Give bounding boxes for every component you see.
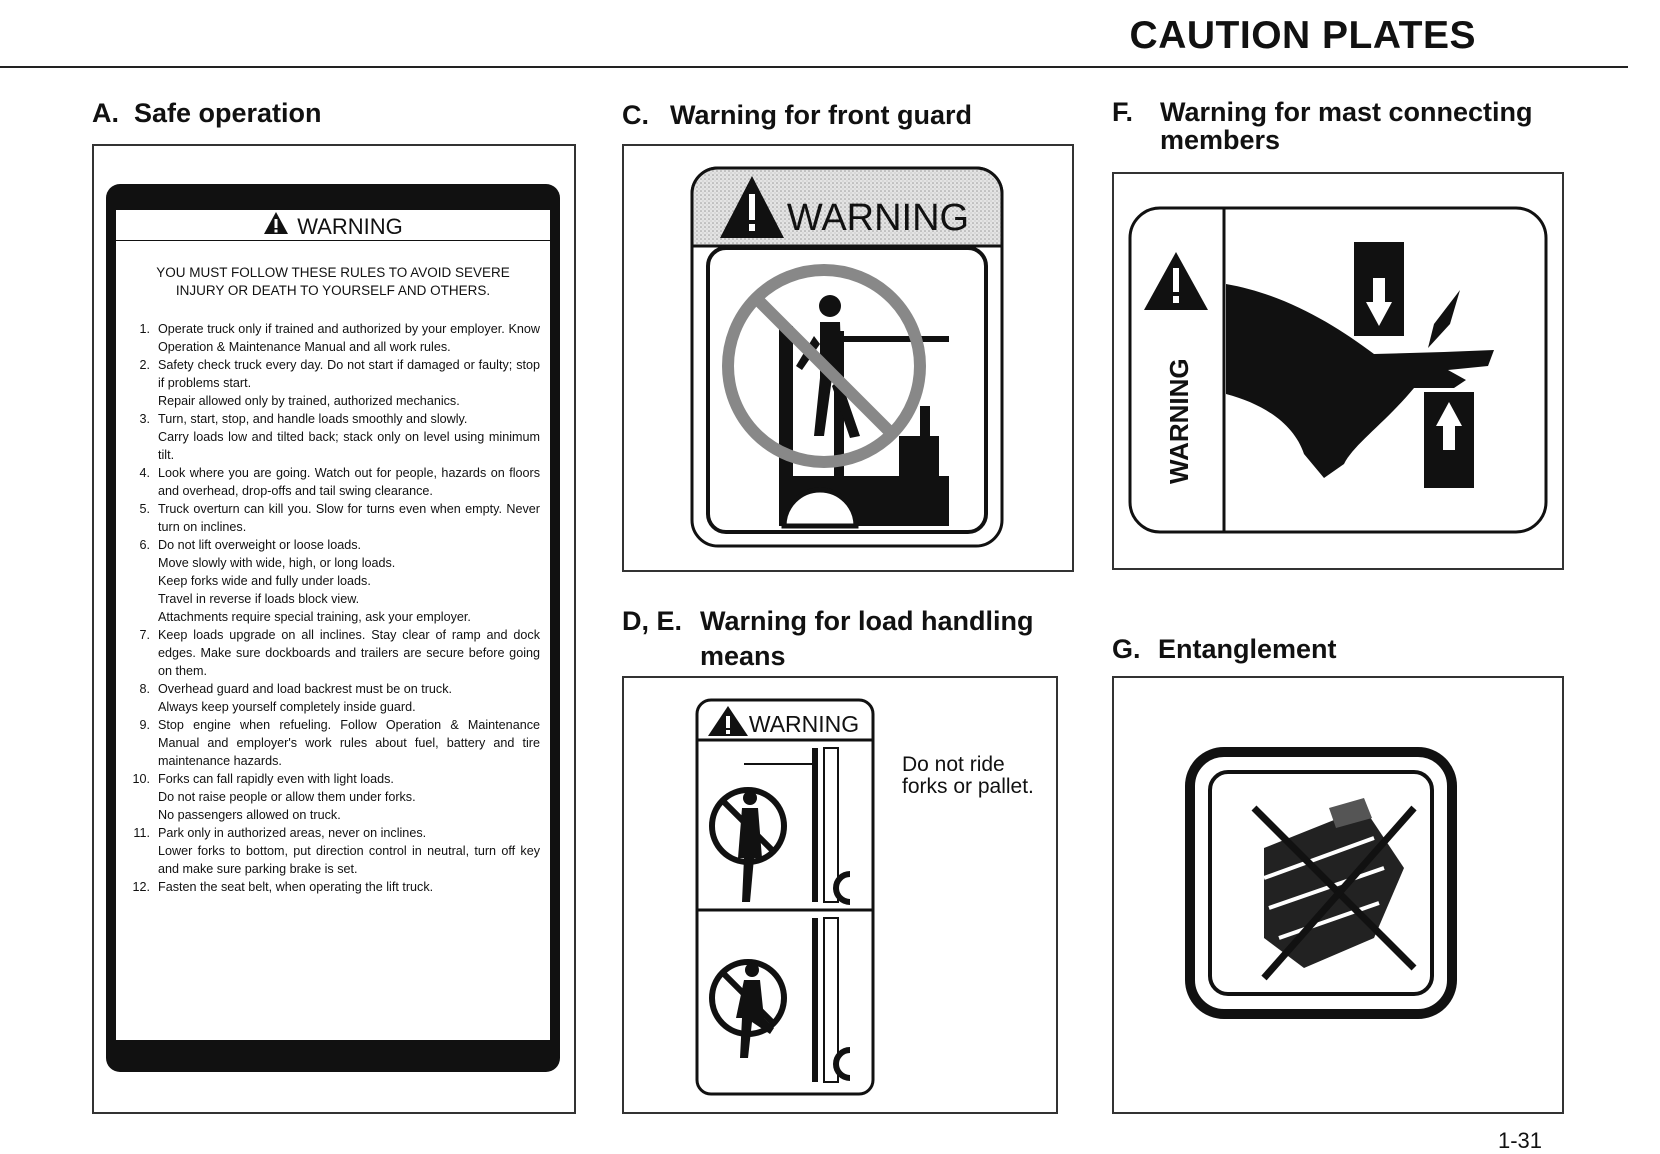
plate-de-caption xyxy=(902,754,1034,798)
rule-line: Keep loads upgrade on all inclines. Stay clear of ramp and dock edges. Make sure dockboards and trailers are secure before going on them. xyxy=(158,628,540,678)
rule-item xyxy=(128,320,540,356)
page-title: CAUTION PLATES xyxy=(1129,14,1476,57)
rule-number: 10. xyxy=(132,772,150,786)
plate-a-safe-operation xyxy=(92,144,576,1114)
rule-number: 6. xyxy=(139,538,150,552)
rule-item xyxy=(128,500,540,536)
rule-item xyxy=(128,770,540,824)
rule-number: 5. xyxy=(139,502,150,516)
section-de-heading xyxy=(622,606,1033,672)
section-letter: F. xyxy=(1112,97,1134,127)
rule-line: Fasten the seat belt, when operating the lift truck. xyxy=(158,880,434,894)
load-handling-pictogram xyxy=(624,678,1056,1112)
intro-line: INJURY OR DEATH TO YOURSELF AND OTHERS. xyxy=(175,283,491,298)
warning-label-body xyxy=(116,210,550,1040)
page-number: 1-31 xyxy=(1498,1128,1543,1153)
caption-line: forks or pallet. xyxy=(902,775,1034,798)
section-title: Warning for front guard xyxy=(670,100,972,130)
section-c-heading xyxy=(622,100,972,131)
rule-text xyxy=(158,356,540,410)
plate-g-entanglement xyxy=(1112,676,1564,1114)
section-title: Safe operation xyxy=(134,98,322,128)
rule-text xyxy=(158,716,540,770)
warning-intro xyxy=(126,264,540,300)
rule-item xyxy=(128,716,540,770)
section-title-line1: Warning for mast connecting xyxy=(1160,97,1533,127)
rule-line: Carry loads low and tilted back; stack only on level using minimum tilt. xyxy=(158,430,540,462)
rule-item xyxy=(128,356,540,410)
plate-de-load-handling xyxy=(622,676,1058,1114)
rule-text xyxy=(158,410,540,464)
rule-line: Stop engine when refueling. Follow Operation & Maintenance Manual and employer's work rules about fuel, battery and tire maintenance hazards. xyxy=(158,718,540,768)
entanglement-pictogram xyxy=(1114,678,1562,1112)
safety-rules-list xyxy=(128,320,540,896)
rule-number: 3. xyxy=(139,412,150,426)
warning-label: WARNING xyxy=(1164,358,1194,484)
rule-line: Lower forks to bottom, put direction control in neutral, turn off key and make sure parking brake is set. xyxy=(158,844,540,876)
warning-label: WARNING xyxy=(786,197,970,239)
rule-text xyxy=(158,626,540,680)
rule-line: No passengers allowed on truck. xyxy=(158,808,341,822)
rule-line: Travel in reverse if loads block view. xyxy=(158,592,360,606)
front-guard-pictogram xyxy=(624,146,1072,570)
section-title-line1: Warning for load handling xyxy=(700,606,1034,636)
rule-text xyxy=(158,500,540,536)
plate-f-mast-connecting xyxy=(1112,172,1564,570)
rule-number: 4. xyxy=(139,466,150,480)
rule-line: Attachments require special training, ask your employer. xyxy=(158,610,471,624)
section-a-heading xyxy=(92,98,322,129)
rule-line: Forks can fall rapidly even with light loads. xyxy=(158,772,394,786)
rule-item xyxy=(128,680,540,716)
rule-line: Overhead guard and load backrest must be on truck. xyxy=(158,682,453,696)
rule-item xyxy=(128,464,540,500)
warning-label: WARNING xyxy=(748,711,860,737)
section-f-heading xyxy=(1112,98,1533,154)
header-rule xyxy=(0,66,1628,68)
caption-line: Do not ride xyxy=(902,753,1005,776)
rule-number: 12. xyxy=(132,880,150,894)
rule-line: Turn, start, stop, and handle loads smoothly and slowly. xyxy=(158,412,468,426)
rule-line: Repair allowed only by trained, authorized mechanics. xyxy=(158,394,460,408)
rule-text xyxy=(158,680,540,716)
rule-text xyxy=(158,536,540,626)
rule-number: 1. xyxy=(139,322,150,336)
rule-line: Truck overturn can kill you. Slow for turns even when empty. Never turn on inclines. xyxy=(158,502,540,534)
rule-number: 7. xyxy=(139,628,150,642)
rule-line: Always keep yourself completely inside guard. xyxy=(158,700,416,714)
rule-text xyxy=(158,878,540,896)
rule-item xyxy=(128,824,540,878)
rule-text xyxy=(158,770,540,824)
rule-text xyxy=(158,320,540,356)
intro-line: YOU MUST FOLLOW THESE RULES TO AVOID SEVERE xyxy=(156,265,510,280)
section-letter: G. xyxy=(1112,634,1141,664)
warning-label: WARNING xyxy=(297,214,403,239)
rule-line: Operate truck only if trained and authorized by your employer. Know Operation & Maintenance Manual and all work rules. xyxy=(158,322,540,354)
rule-number: 2. xyxy=(139,358,150,372)
rule-item xyxy=(128,878,540,896)
mast-pinch-pictogram xyxy=(1114,174,1562,568)
section-title: Entanglement xyxy=(1158,634,1337,664)
section-title-line2: members xyxy=(1160,125,1281,155)
warning-label-frame xyxy=(106,184,560,1072)
rule-text xyxy=(158,464,540,500)
rule-line: Look where you are going. Watch out for people, hazards on floors and overhead, drop-offs and tail swing clearance. xyxy=(158,466,540,498)
section-letter: A. xyxy=(92,98,119,128)
rule-line: Move slowly with wide, high, or long loads. xyxy=(158,556,396,570)
rule-item xyxy=(128,626,540,680)
rule-text xyxy=(158,824,540,878)
rule-line: Keep forks wide and fully under loads. xyxy=(158,574,371,588)
rule-line: Do not raise people or allow them under forks. xyxy=(158,790,416,804)
rule-line: Do not lift overweight or loose loads. xyxy=(158,538,362,552)
rule-number: 11. xyxy=(133,826,150,840)
section-letter: C. xyxy=(622,100,649,130)
warning-triangle-icon xyxy=(263,211,289,245)
rule-item xyxy=(128,536,540,626)
rule-line: Safety check truck every day. Do not start if damaged or faulty; stop if problems start. xyxy=(158,358,540,390)
rule-item xyxy=(128,410,540,464)
plate-c-front-guard xyxy=(622,144,1074,572)
section-title-line2: means xyxy=(700,641,786,671)
section-letter: D, E. xyxy=(622,606,683,636)
rule-number: 9. xyxy=(139,718,150,732)
section-g-heading xyxy=(1112,634,1337,665)
warning-header xyxy=(116,210,550,241)
rule-number: 8. xyxy=(139,682,150,696)
rule-line: Park only in authorized areas, never on inclines. xyxy=(158,826,427,840)
